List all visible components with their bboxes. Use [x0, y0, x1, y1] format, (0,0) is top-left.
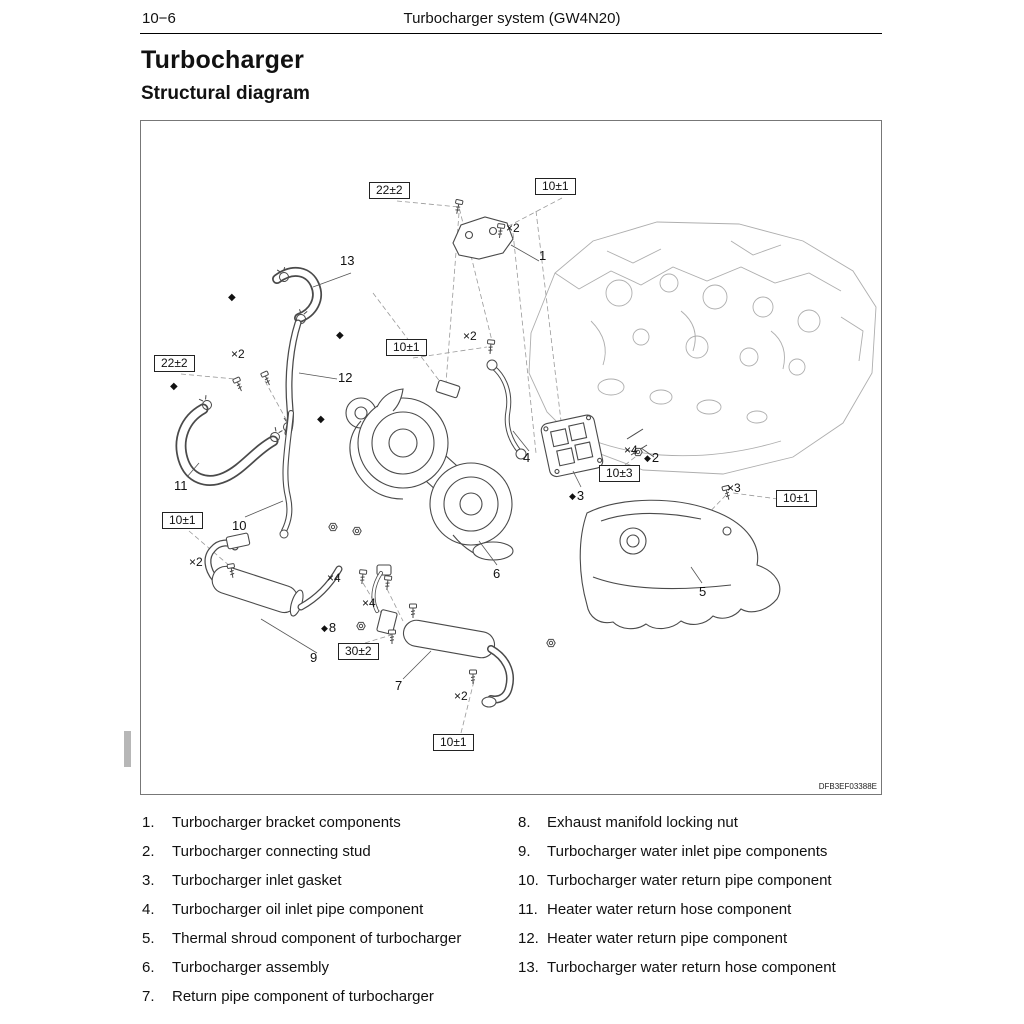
torque-label: 22±2 — [154, 355, 195, 372]
callout-7: 7 — [395, 678, 403, 693]
quantity-label: ×2 — [463, 329, 477, 343]
callout-12: 12 — [338, 370, 353, 385]
torque-label: 10±1 — [535, 178, 576, 195]
list-item: 7. Return pipe component of turbocharger — [142, 988, 434, 1005]
callout-3: ◆3 — [569, 488, 585, 503]
callout-6: 6 — [493, 566, 501, 581]
header-rule — [140, 33, 882, 34]
torque-label: 10±1 — [433, 734, 474, 751]
torque-label: 10±3 — [599, 465, 640, 482]
structural-diagram — [140, 120, 882, 795]
torque-label: 10±1 — [776, 490, 817, 507]
list-item: 1. Turbocharger bracket components — [142, 814, 401, 831]
diamond-marker: ◆ — [644, 453, 651, 463]
turbo-assembly — [346, 380, 513, 560]
quantity-label: ×4 — [362, 596, 376, 610]
figure-code: DFB3EF03388E — [818, 782, 877, 791]
water-return-hose — [277, 267, 317, 325]
diamond-marker: ◆ — [170, 381, 178, 392]
thermal-shroud — [580, 500, 780, 628]
callout-11: 11 — [174, 478, 188, 493]
callout-5: 5 — [699, 584, 707, 599]
list-item: 12. Heater water return pipe component — [518, 930, 788, 947]
list-item: 5. Thermal shroud component of turbocharger — [142, 930, 462, 947]
callout-2: ◆2 — [644, 450, 660, 465]
callout-10: 10 — [232, 518, 247, 533]
list-item: 4. Turbocharger oil inlet pipe component — [142, 901, 424, 918]
quantity-label: ×2 — [454, 689, 468, 703]
callout-1: 1 — [539, 248, 547, 263]
callout-9: 9 — [310, 650, 318, 665]
heater-return-hose — [181, 395, 283, 480]
parts-list-left — [142, 814, 512, 1017]
diamond-marker: ◆ — [569, 491, 576, 501]
page-title: Turbocharger — [141, 46, 305, 74]
callout-8: ◆8 — [321, 620, 337, 635]
water-inlet-pipe — [208, 533, 339, 618]
header-title: Turbocharger system (GW4N20) — [403, 10, 621, 27]
list-item: 8. Exhaust manifold locking nut — [518, 814, 738, 831]
list-item: 13. Turbocharger water return hose component — [518, 959, 836, 976]
section-title: Structural diagram — [141, 83, 310, 104]
torque-label: 10±1 — [386, 339, 427, 356]
quantity-label: ×4 — [327, 571, 341, 585]
oil-inlet-pipe — [487, 360, 526, 459]
list-item: 2. Turbocharger connecting stud — [142, 843, 371, 860]
quantity-label: ×3 — [727, 481, 741, 495]
list-item: 11. Heater water return hose component — [518, 901, 792, 918]
quantity-label: ×2 — [189, 555, 203, 569]
quantity-label: ×2 — [506, 221, 520, 235]
callout-4: 4 — [523, 450, 531, 465]
diamond-marker: ◆ — [317, 414, 325, 425]
inlet-gasket — [540, 414, 604, 478]
page-number: 10−6 — [142, 10, 176, 27]
torque-label: 10±1 — [162, 512, 203, 529]
torque-label: 30±2 — [338, 643, 379, 660]
diamond-marker: ◆ — [321, 623, 328, 633]
parts-list-right — [518, 814, 888, 988]
list-item: 9. Turbocharger water inlet pipe components — [518, 843, 828, 860]
page-edge-tab — [124, 731, 131, 767]
torque-label: 22±2 — [369, 182, 410, 199]
bracket — [453, 217, 513, 259]
list-item: 3. Turbocharger inlet gasket — [142, 872, 342, 889]
callout-13: 13 — [340, 253, 355, 268]
list-item: 10. Turbocharger water return pipe component — [518, 872, 832, 889]
quantity-label: ×4 — [624, 443, 638, 457]
diamond-marker: ◆ — [336, 330, 344, 341]
quantity-label: ×2 — [231, 347, 245, 361]
list-item: 6. Turbocharger assembly — [142, 959, 330, 976]
return-pipe — [374, 565, 511, 707]
diamond-marker: ◆ — [228, 292, 236, 303]
